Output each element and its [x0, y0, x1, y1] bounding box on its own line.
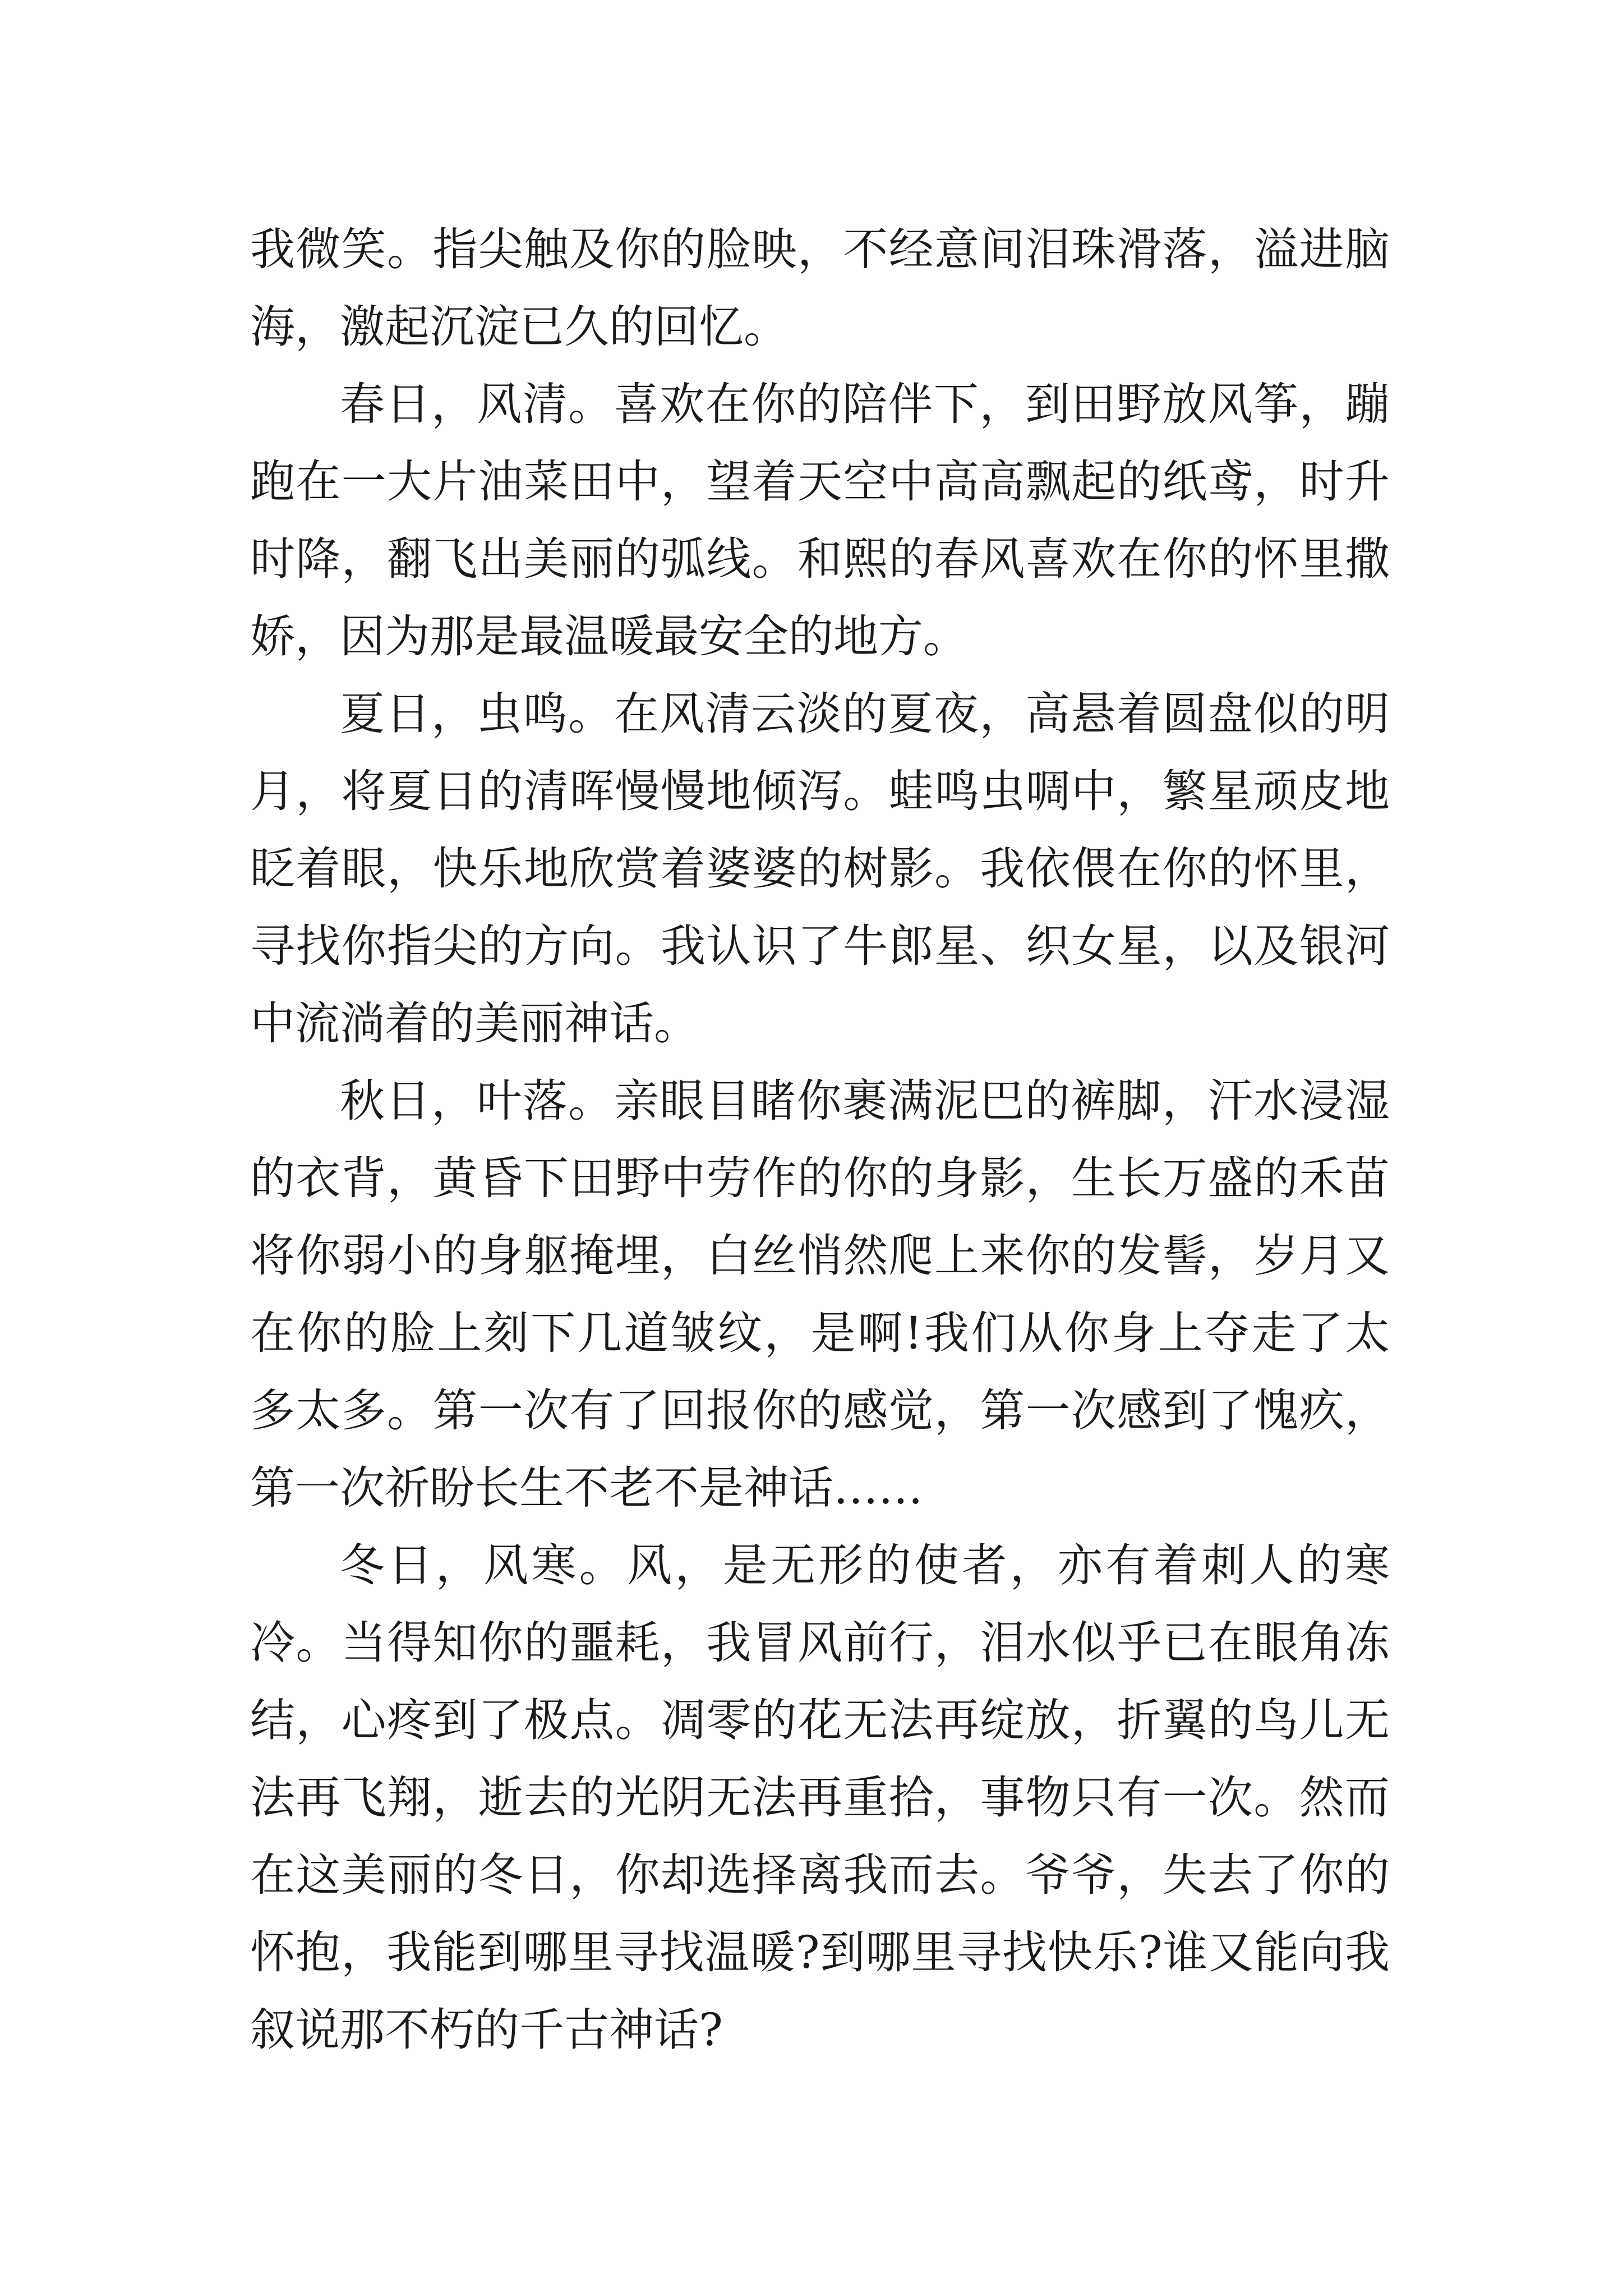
- paragraph-summer: 夏日，虫鸣。在风清云淡的夏夜，高悬着圆盘似的明月，将夏日的清晖慢慢地倾泻。蛙鸣虫啁中，繁星顽皮地眨着眼，快乐地欣赏着婆婆的树影。我依偎在你的怀里，寻找你指尖的方向。我认识了牛郎星、织女星，以及银河中流淌着的美丽神话。: [250, 688, 1390, 1050]
- paragraph-autumn: 秋日，叶落。亲眼目睹你裹满泥巴的裤脚，汗水浸湿的衣背，黄昏下田野中劳作的你的身影，生长万盛的禾苗将你弱小的身躯掩埋，白丝悄然爬上来你的发髻，岁月又在你的脸上刻下几道皱纹，是啊!我们从你身上夺走了太多太多。第一次有了回报你的感觉，第一次感到了愧疚，第一次祈盼长生不老不是神话……: [250, 1075, 1390, 1514]
- paragraph-intro: 我微笑。指尖触及你的脸映，不经意间泪珠滑落，溢进脑海，激起沉淀已久的回忆。: [250, 223, 1390, 353]
- paragraph-winter: 冬日，风寒。风，是无形的使者，亦有着刺人的寒冷。当得知你的噩耗，我冒风前行，泪水似乎已在眼角冻结，心疼到了极点。凋零的花无法再绽放，折翼的鸟儿无法再飞翔，逝去的光阴无法再重拾，事物只有一次。然而在这美丽的冬日，你却选择离我而去。爷爷，失去了你的怀抱，我能到哪里寻找温暖?到哪里寻找快乐?谁又能向我叙说那不朽的千古神话?: [250, 1539, 1390, 2056]
- paragraph-spring: 春日，风清。喜欢在你的陪伴下，到田野放风筝，蹦跑在一大片油菜田中，望着天空中高高飘起的纸鸢，时升时降，翻飞出美丽的弧线。和熙的春风喜欢在你的怀里撒娇，因为那是最温暖最安全的地方。: [250, 378, 1390, 662]
- body-text: [250, 211, 1390, 2069]
